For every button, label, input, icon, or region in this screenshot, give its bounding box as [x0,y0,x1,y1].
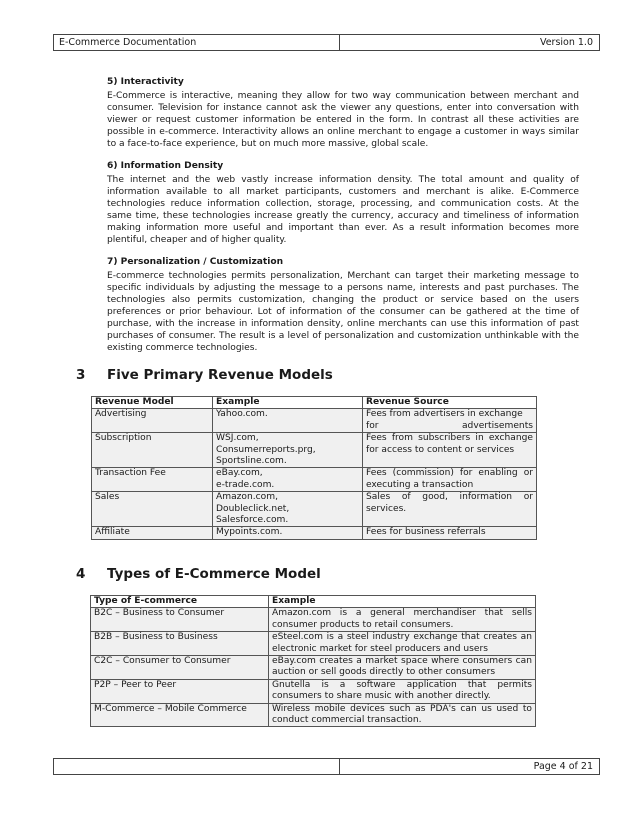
table-header-row [91,596,536,608]
section-body: E-commerce technologies permits personalization, Merchant can target their marketing message to specific individuals by adjusting the message to a persons name, interests and past purchases. The technologies also permits customization, changing the product or service based on the users preferences or prior behaviour. Lot of information of the consumer can be gathered at the time of purchase, with the increase in information density, online merchants can use this information of past purchases of consumer. The result is a level of personalization and customization unthinkable with the existing commerce technologies. [107,271,579,353]
heading-text: Types of E-Commerce Model [107,566,321,582]
cell-example: Amazon.com, Doubleclick.net, Salesforce.com. [213,492,363,527]
column-header: Revenue Model [92,397,213,409]
section-title: 5) Interactivity [107,77,184,87]
cell-model: Transaction Fee [92,468,213,492]
cell-source: Fees from subscribers in exchange for access to content or services [363,433,537,468]
cell-type: P2P – Peer to Peer [91,679,269,703]
ecommerce-types-table [90,595,536,727]
cell-example: Gnutella is a software application that permits consumers to share music with another directly. [269,679,536,703]
cell-source: Fees from advertisers in exchange for advertisements [363,409,537,433]
cell-model: Affiliate [92,527,213,539]
cell-example: Yahoo.com. [213,409,363,433]
content-sections [107,76,579,364]
cell-example: eBay.com, e-trade.com. [213,468,363,492]
cell-example: Wireless mobile devices such as PDA's can us used to conduct commercial transaction. [269,703,536,727]
table-row [91,703,536,727]
table-row [91,656,536,680]
document-version: Version 1.0 [539,37,593,48]
cell-type: B2B – Business to Business [91,632,269,656]
cell-example: Amazon.com is a general merchandiser that sells consumer products to retail consumers. [269,608,536,632]
cell-example: WSJ.com, Consumerreports.prg, Sportsline.com. [213,433,363,468]
cell-model: Subscription [92,433,213,468]
table-row [92,492,537,527]
cell-type: C2C – Consumer to Consumer [91,656,269,680]
cell-model: Advertising [92,409,213,433]
cell-example: eBay.com creates a market space where consumers can auction or sell goods directly to other consumers [269,656,536,680]
heading-text: Five Primary Revenue Models [107,367,333,383]
cell-model: Sales [92,492,213,527]
heading-number: 4 [76,566,86,582]
cell-source: Fees (commission) for enabling or executing a transaction [363,468,537,492]
page-header [53,34,600,51]
cell-source: Fees for business referrals [363,527,537,539]
table-row [91,608,536,632]
section-personalization [107,256,579,354]
column-header: Revenue Source [363,397,537,409]
footer-left [54,759,340,774]
heading-number: 3 [76,367,86,383]
column-header: Type of E-commerce [91,596,269,608]
types-heading [76,566,321,582]
cell-type: B2C – Business to Consumer [91,608,269,632]
cell-example: Mypoints.com. [213,527,363,539]
table-row [92,527,537,539]
table-row [92,409,537,433]
section-body: E-Commerce is interactive, meaning they allow for two way communication between merchant and consumer. Television for instance cannot ask the viewer any questions, enter into conversation with viewer or request customer information be entered in the form. In contrast all these activities are possible in e-commerce. Interactivity allows an online merchant to engage a customer in ways similar to a face-to-face experience, but on much more massive, global scale. [107,91,579,149]
document-title: E-Commerce Documentation [54,35,340,50]
table-row [91,679,536,703]
revenue-models-table [91,396,537,540]
cell-source: Sales of good, information or services. [363,492,537,527]
cell-example: eSteel.com is a steel industry exchange that creates an electronic market for steel producers and users [269,632,536,656]
table-row [91,632,536,656]
column-header: Example [213,397,363,409]
section-body: The internet and the web vastly increase information density. The total amount and quality of information available to all market participants, customers and merchant is alike. E-Commerce technologies reduce information collection, storage, processing, and communication costs. At the same time, these technologies increase greatly the currency, accuracy and timeliness of information making information more useful and important than ever. As a result information becomes more plentiful, cheaper and of higher quality. [107,175,579,245]
section-interactivity [107,76,579,150]
table-header-row [92,397,537,409]
revenue-heading [76,367,333,383]
section-title: 7) Personalization / Customization [107,257,284,267]
cell-type: M-Commerce – Mobile Commerce [91,703,269,727]
table-row [92,433,537,468]
section-title: 6) Information Density [107,161,224,171]
page-footer [53,758,600,775]
table-row [92,468,537,492]
column-header: Example [269,596,536,608]
section-information-density [107,160,579,246]
page-number: Page 4 of 21 [533,761,593,772]
